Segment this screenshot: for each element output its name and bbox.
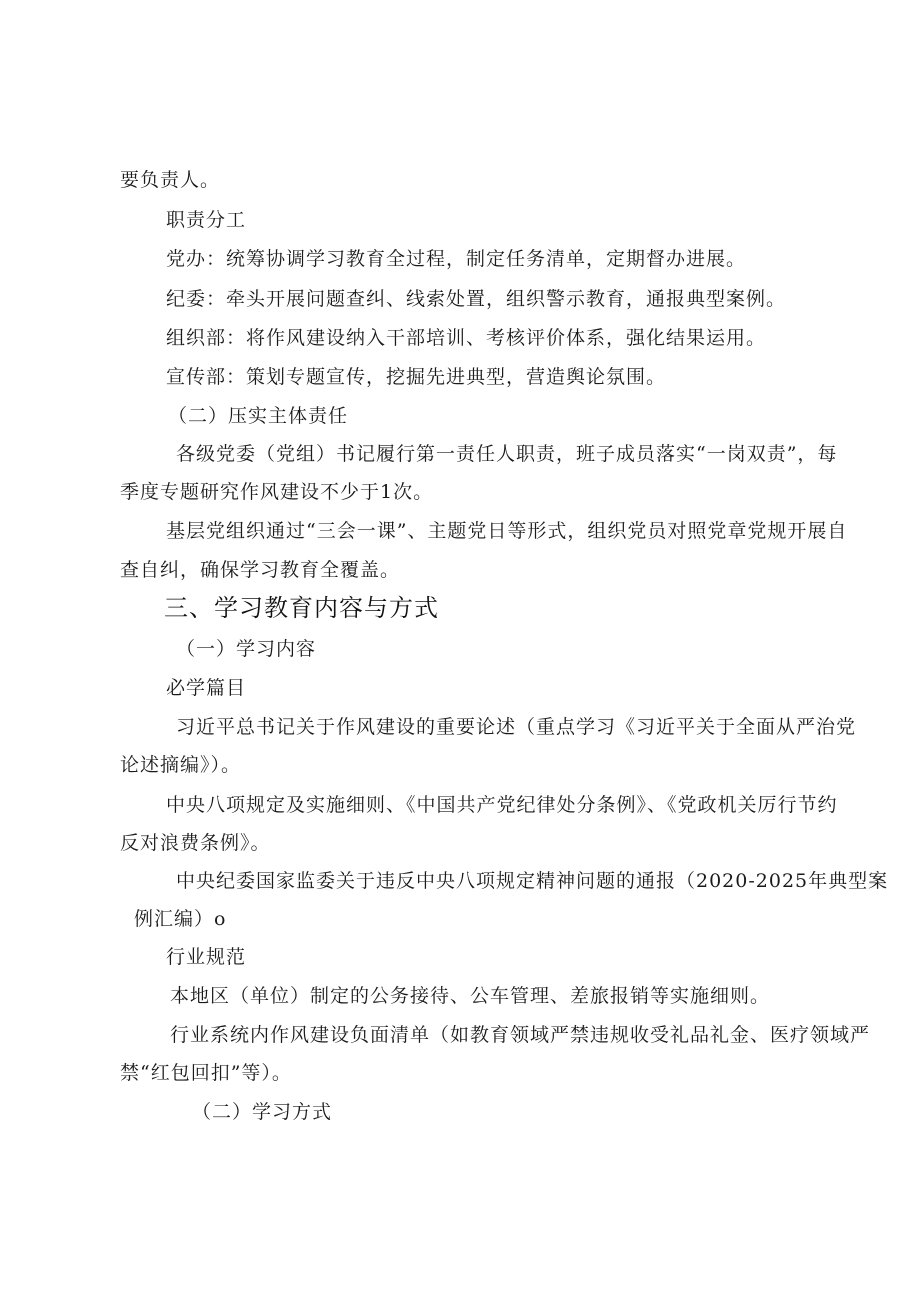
subheading-required-readings: 必学篇目 xyxy=(166,677,247,699)
reading-item-2-line2: 反对浪费条例》。 xyxy=(120,832,271,854)
duty-party-office: 党办：统筹协调学习教育全过程，制定任务清单，定期督办进展。 xyxy=(166,248,747,270)
norm-item-2-line1: 行业系统内作风建设负面清单（如教育领域严禁违规收受礼品礼金、医疗领域严 xyxy=(170,1024,871,1046)
duty-publicity-dept: 宣传部：策划专题宣传，挖掘先进典型，营造舆论氛围。 xyxy=(166,366,667,388)
reading-item-3-line2: 例汇编）o xyxy=(134,908,227,930)
duty-organization-dept: 组织部：将作风建设纳入干部培训、考核评价体系，强化结果运用。 xyxy=(166,327,767,349)
paragraph-grassroots-line2: 查自纠，确保学习教育全覆盖。 xyxy=(120,559,401,581)
section-heading-study-content: （一）学习内容 xyxy=(176,638,317,660)
subheading-duty-division: 职责分工 xyxy=(166,209,247,231)
reading-item-2-line1: 中央八项规定及实施细则、《中国共产党纪律处分条例》、《党政机关厉行节约 xyxy=(166,794,838,816)
norm-item-2-line2: 禁“红包回扣”等）。 xyxy=(120,1062,292,1084)
chapter-heading-content-and-methods: 三、学习教育内容与方式 xyxy=(164,594,439,622)
reading-item-1-line1: 习近平总书记关于作风建设的重要论述（重点学习《习近平关于全面从严治党 xyxy=(176,716,857,738)
subheading-industry-norms: 行业规范 xyxy=(166,946,247,968)
norm-item-1: 本地区（单位）制定的公务接待、公车管理、差旅报销等实施细则。 xyxy=(170,985,771,1007)
section-heading-main-responsibility: （二）压实主体责任 xyxy=(168,405,349,427)
paragraph-grassroots-line1: 基层党组织通过“三会一课”、主题党日等形式，组织党员对照党章党规开展自 xyxy=(166,520,848,542)
duty-discipline-committee: 纪委：牵头开展问题查纠、线索处置，组织警示教育，通报典型案例。 xyxy=(166,288,787,310)
paragraph-party-secretary-line2: 季度专题研究作风建设不少于1次。 xyxy=(120,481,434,503)
reading-item-1-line2: 论述摘编》）。 xyxy=(120,754,242,776)
paragraph-continuation: 要负责人。 xyxy=(120,169,221,191)
paragraph-party-secretary-line1: 各级党委（党组）书记履行第一责任人职责，班子成员落实“一岗双责”，每 xyxy=(176,443,838,465)
reading-item-3-line1: 中央纪委国家监委关于违反中央八项规定精神问题的通报（2020-2025年典型案 xyxy=(176,870,889,892)
section-heading-study-methods: （二）学习方式 xyxy=(192,1101,333,1123)
